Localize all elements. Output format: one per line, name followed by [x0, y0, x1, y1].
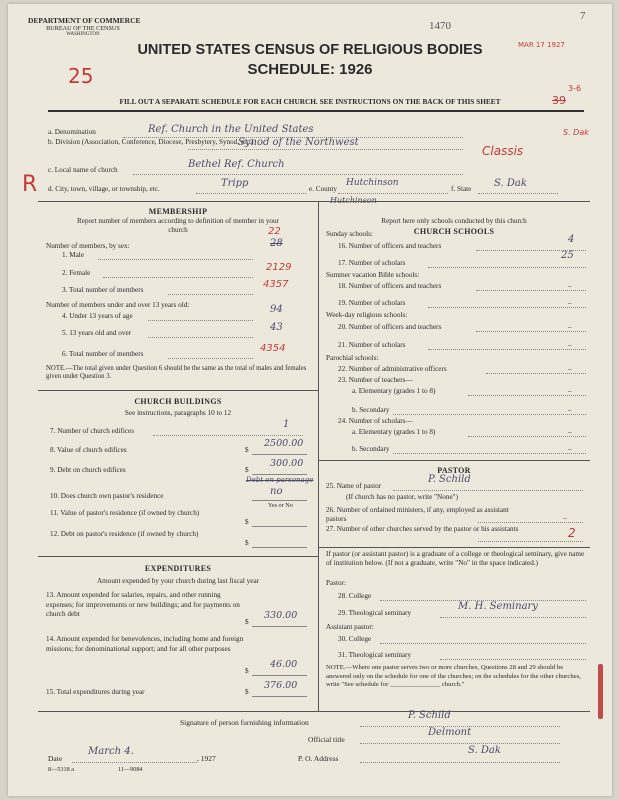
edifices-debt-dollar: $: [245, 466, 249, 474]
pastor-name-label: 25. Name of pastor: [326, 482, 382, 490]
weekday-schools-label: Week-day religious schools:: [326, 311, 408, 319]
header-rule: [48, 110, 584, 112]
local-name-label: c. Local name of church: [48, 166, 118, 174]
buildings-intro: See instructions, paragraphs 10 to 12: [124, 409, 232, 417]
running-expenses-label: 13. Amount expended for salaries, repairs, and other running expenses; for improvements or new buildings; and for payments on church debt: [46, 591, 240, 618]
date-label: Date: [48, 754, 63, 763]
scholars-elementary-value[interactable]: –: [568, 428, 572, 436]
rule-buildings: [38, 390, 318, 391]
weekday-scholars-line: [428, 349, 586, 350]
total-expenditures-dollar: $: [245, 688, 249, 696]
edifices-debt-label: 9. Debt on church edifices: [50, 466, 126, 474]
teachers-secondary-line: [393, 414, 586, 415]
total-age-line: [168, 358, 253, 359]
female-label: 2. Female: [62, 269, 91, 277]
pastor-seminary-value[interactable]: M. H. Seminary: [458, 601, 538, 612]
pastor-college-label: 28. College: [338, 592, 372, 600]
parsonage-debt-note: Debt on parsonage: [246, 476, 314, 484]
pastor-seminary-label: 29. Theological seminary: [338, 609, 412, 617]
assistant-pastors-label: 26. Number of ordained ministers, if any, employed as assistant pastors: [326, 506, 509, 523]
denomination-label: a. Denomination: [48, 128, 96, 136]
teachers-elementary-label: a. Elementary (grades 1 to 8): [352, 387, 436, 395]
membership-note: NOTE.—The total given under Question 6 should be the same as the total of males and females given under Question 3.: [46, 365, 307, 380]
po-address-label: P. O. Address: [298, 754, 339, 763]
sunday-schools-label: Sunday schools:: [326, 230, 373, 238]
scholars-secondary-line: [393, 453, 586, 454]
sunday-teachers-label: 16. Number of officers and teachers: [338, 242, 442, 250]
state-value[interactable]: S. Dak: [494, 178, 527, 189]
denomination-value[interactable]: Ref. Church in the United States: [148, 124, 314, 135]
male-label: 1. Male: [62, 251, 84, 259]
weekday-scholars-value[interactable]: –: [568, 341, 572, 349]
received-stamp: MAR 17 1927: [518, 41, 565, 49]
official-title-value[interactable]: Delmont: [428, 727, 472, 738]
rule-pastor: [318, 460, 590, 461]
signature-value[interactable]: P. Schild: [408, 710, 451, 721]
form-title: UNITED STATES CENSUS OF RELIGIOUS BODIES: [137, 42, 483, 58]
parochial-schools-label: Parochial schools:: [326, 354, 379, 362]
edifices-value-dollar: $: [245, 446, 249, 454]
total-age-value[interactable]: 4354: [260, 343, 286, 354]
assistant-college-line[interactable]: [380, 643, 586, 644]
sunday-scholars-label: 17. Number of scholars: [338, 259, 406, 267]
teachers-elementary-line: [468, 395, 586, 396]
division-line: [188, 149, 463, 150]
pastor-heading: PASTOR: [437, 466, 471, 475]
sunday-scholars-value[interactable]: 25: [561, 250, 574, 261]
pastor-seminary-line: [440, 617, 586, 618]
scholars-elementary-label: a. Elementary (grades 1 to 8): [352, 428, 436, 436]
buildings-heading: CHURCH BUILDINGS: [134, 397, 222, 406]
assistant-subheading: Assistant pastor:: [326, 623, 374, 631]
sunday-teachers-value[interactable]: 4: [568, 234, 575, 245]
year-label: , 1927: [197, 754, 216, 763]
summer-scholars-label: 19. Number of scholars: [338, 299, 406, 307]
expenditures-intro: Amount expended by your church during last fiscal year: [96, 577, 260, 585]
by-sex-label: Number of members, by sex:: [46, 242, 130, 250]
po-address-line: [360, 762, 560, 763]
rule-graduate: [318, 547, 590, 548]
age-intro-label: Number of members under and over 13 years old:: [46, 301, 190, 309]
own-residence-label: 10. Does church own pastor's residence: [50, 492, 164, 500]
official-title-line: [360, 743, 560, 744]
running-expenses-line: [252, 626, 307, 627]
summer-teachers-line: [476, 290, 586, 291]
form-code: 8—5318 a: [48, 766, 74, 773]
over13-value[interactable]: 43: [270, 322, 283, 333]
edifices-value-line: [252, 454, 307, 455]
summer-scholars-line: [428, 307, 586, 308]
local-name-value[interactable]: Bethel Ref. Church: [188, 159, 285, 170]
scholars-elementary-line: [468, 436, 586, 437]
over13-label: 5. 13 years old and over: [62, 329, 132, 337]
weekday-scholars-label: 21. Number of scholars: [338, 341, 406, 349]
benevolences-value[interactable]: 46.00: [270, 659, 298, 670]
red-letter-R: R: [22, 172, 38, 197]
red-note-39: 39: [552, 94, 566, 107]
running-expenses-dollar: $: [245, 618, 249, 626]
total-age-label: 6. Total number of members: [62, 350, 144, 358]
county-value[interactable]: Hutchinson: [346, 178, 399, 188]
own-residence-value[interactable]: no: [270, 486, 283, 497]
schools-intro: Report here only schools conducted by this church: [381, 217, 527, 225]
yes-no-hint: Yes or No: [268, 502, 293, 509]
pastor-name-value[interactable]: P. Schild: [428, 474, 471, 485]
po-address-value[interactable]: S. Dak: [468, 745, 501, 756]
pastor-name-hint: (If church has no pastor, write "None"): [346, 493, 458, 501]
signature-label: Signature of person furnishing information: [180, 718, 309, 727]
assistant-pastors-line: [478, 522, 583, 523]
edifices-value-label: 8. Value of church edifices: [50, 446, 127, 454]
teachers-label: 23. Number of teachers—: [338, 376, 413, 384]
grid-bottom-rule: [38, 711, 590, 712]
pastor-note: NOTE.—Where one pastor serves two or more churches, Questions 28 and 29 should be answered only on the schedule for one of the churches; on the schedules for the other churches, write "See schedule for _______________ church.": [326, 664, 581, 688]
date-value[interactable]: March 4.: [88, 746, 134, 757]
division-label: b. Division (Association, Conference, Diocese, Presbytery, Synod, etc.): [48, 138, 254, 146]
weekday-teachers-line: [476, 331, 586, 332]
scholars-secondary-label: b. Secondary: [352, 445, 390, 453]
admin-officers-value[interactable]: –: [568, 365, 572, 373]
male-line: [98, 259, 253, 260]
residence-value-dollar: $: [245, 518, 249, 526]
county-label: e. County: [309, 185, 337, 193]
red-note-36: 3-6: [568, 84, 582, 93]
schools-heading: CHURCH SCHOOLS: [413, 227, 495, 236]
total-members-label: 3. Total number of members: [62, 286, 144, 294]
grid-center-divider: [318, 201, 319, 711]
local-name-line: [133, 174, 463, 175]
other-churches-label: 27. Number of other churches served by the pastor or his assistants: [326, 525, 519, 533]
membership-heading: MEMBERSHIP: [148, 207, 208, 216]
under13-line: [148, 320, 253, 321]
benevolences-line: [252, 675, 307, 676]
assistant-seminary-label: 31. Theological seminary: [338, 651, 412, 659]
bureau-name: BUREAU OF THE CENSUS: [46, 25, 120, 32]
division-red-state: S. Dak: [563, 128, 589, 137]
state-label: f. State: [451, 185, 472, 193]
summer-schools-label: Summer vacation Bible schools:: [326, 271, 420, 279]
print-code: 11—9084: [118, 766, 143, 773]
residence-debt-dollar: $: [245, 539, 249, 547]
edifices-debt-value[interactable]: 300.00: [270, 458, 304, 469]
total-members-line: [168, 294, 253, 295]
official-title-label: Official title: [308, 735, 345, 744]
graduate-intro: If pastor (or assistant pastor) is a graduate of a college or theological seminary, give name of institution below. (If not a graduate, write "No" in the space indicated.): [326, 550, 585, 567]
total-members-value[interactable]: 4357: [263, 279, 289, 290]
city-line: [196, 193, 306, 194]
assistant-pastors-value[interactable]: –: [563, 514, 567, 522]
own-residence-line: [252, 500, 307, 501]
male-original-value: 28: [270, 238, 283, 249]
benevolences-dollar: $: [245, 667, 249, 675]
male-value[interactable]: 22: [268, 226, 281, 237]
under13-label: 4. Under 13 years of age: [62, 312, 133, 320]
scholars-label: 24. Number of scholars—: [338, 417, 413, 425]
city-label: d. City, town, village, or township, etc.: [48, 185, 160, 193]
city-name: WASHINGTON: [66, 32, 100, 37]
total-expenditures-line: [252, 696, 307, 697]
assistant-seminary-line[interactable]: [440, 659, 586, 660]
summer-teachers-label: 18. Number of officers and teachers: [338, 282, 442, 290]
instruction-banner: FILL OUT A SEPARATE SCHEDULE FOR EACH CHURCH. SEE INSTRUCTIONS ON THE BACK OF THIS SHEET: [119, 97, 501, 106]
admin-officers-line: [486, 373, 586, 374]
female-value[interactable]: 2129: [266, 262, 292, 273]
residence-debt-line[interactable]: [252, 547, 307, 548]
county-line: [338, 193, 448, 194]
residence-value-line[interactable]: [252, 526, 307, 527]
form-subtitle: SCHEDULE: 1926: [247, 61, 373, 78]
weekday-teachers-value[interactable]: –: [568, 323, 572, 331]
assistant-college-label: 30. College: [338, 635, 372, 643]
city-value[interactable]: Tripp: [221, 178, 249, 189]
expenditures-heading: EXPENDITURES: [144, 564, 212, 573]
other-churches-value[interactable]: 2: [568, 526, 576, 540]
form-number: 1470: [429, 20, 451, 32]
admin-officers-label: 22. Number of administrative officers: [338, 365, 447, 373]
teachers-elementary-value[interactable]: –: [568, 387, 572, 395]
red-number-25: 25: [68, 64, 94, 88]
summer-teachers-value[interactable]: –: [568, 282, 572, 290]
division-red-note: Classis: [482, 144, 524, 158]
other-churches-line: [478, 541, 583, 542]
weekday-teachers-label: 20. Number of officers and teachers: [338, 323, 442, 331]
teachers-secondary-label: b. Secondary: [352, 406, 390, 414]
summer-scholars-value[interactable]: –: [568, 299, 572, 307]
sunday-scholars-line: [428, 267, 586, 268]
edifices-count-line: [153, 435, 303, 436]
red-margin-mark: [598, 664, 603, 719]
benevolences-label: 14. Amount expended for benevolences, including home and foreign missions; for denominational support; and for all other purposes: [46, 635, 244, 653]
total-expenditures-value[interactable]: 376.00: [264, 680, 298, 691]
over13-line: [148, 337, 253, 338]
edifices-count-label: 7. Number of church edifices: [50, 427, 135, 435]
grid-top-rule: [38, 201, 590, 202]
census-form: [8, 4, 612, 796]
rule-expenditures: [38, 556, 318, 557]
dept-name: DEPARTMENT OF COMMERCE: [28, 16, 141, 25]
corner-mark: 7: [580, 10, 586, 22]
edifices-value-value[interactable]: 2500.00: [264, 438, 304, 449]
teachers-secondary-value[interactable]: –: [568, 406, 572, 414]
membership-intro: Report number of members according to definition of member in your church: [77, 217, 279, 234]
female-line: [103, 277, 253, 278]
pastor-subheading: Pastor:: [326, 579, 346, 587]
edifices-count-value[interactable]: 1: [283, 419, 290, 430]
pastor-name-line: [393, 490, 583, 491]
state-line: [478, 193, 558, 194]
residence-debt-label: 12. Debt on pastor's residence (if owned by church): [50, 530, 199, 538]
total-expenditures-label: 15. Total expenditures during year: [46, 688, 145, 696]
division-value[interactable]: Synod of the Northwest: [238, 137, 359, 148]
scholars-secondary-value[interactable]: –: [568, 445, 572, 453]
edifices-debt-line: [252, 474, 307, 475]
residence-value-label: 11. Value of pastor's residence (if owned by church): [50, 509, 200, 517]
date-line: [72, 762, 197, 763]
under13-value[interactable]: 94: [270, 304, 283, 315]
running-expenses-value[interactable]: 330.00: [264, 610, 298, 621]
